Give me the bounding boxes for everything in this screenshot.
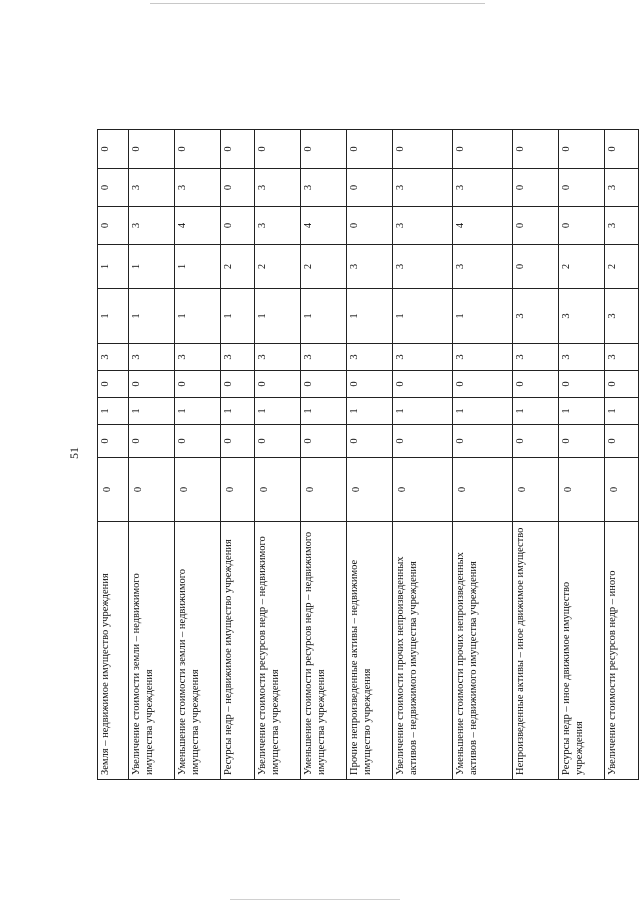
code-cell: 3 bbox=[559, 344, 605, 371]
code-cell: 2 bbox=[221, 245, 255, 289]
code-cell: 0 bbox=[347, 207, 393, 245]
page-number: 51 bbox=[67, 447, 81, 459]
code-cell: 0 bbox=[559, 458, 605, 522]
code-cell: 0 bbox=[559, 169, 605, 207]
code-cell: 3 bbox=[347, 344, 393, 371]
table-frame bbox=[97, 130, 620, 780]
code-cell: 0 bbox=[129, 425, 175, 458]
code-cell: 0 bbox=[255, 425, 301, 458]
table-row bbox=[129, 130, 175, 780]
table-row bbox=[175, 130, 221, 780]
row-label: Уменьшение стоимости земли – недвижимого имущества учреждения bbox=[175, 522, 221, 780]
scan-edge-bottom bbox=[230, 899, 400, 900]
code-cell: 4 bbox=[453, 207, 513, 245]
code-cell: 0 bbox=[301, 425, 347, 458]
code-cell: 3 bbox=[605, 344, 639, 371]
code-cell: 3 bbox=[453, 245, 513, 289]
code-cell: 0 bbox=[513, 207, 559, 245]
code-cell: 0 bbox=[605, 130, 639, 169]
row-label: Увеличение стоимости ресурсов недр – иного bbox=[605, 522, 639, 780]
code-cell: 3 bbox=[453, 344, 513, 371]
code-cell: 3 bbox=[255, 344, 301, 371]
row-label: Ресурсы недр – недвижимое имущество учреждения bbox=[221, 522, 255, 780]
code-cell: 3 bbox=[559, 289, 605, 344]
table-rotated-container bbox=[97, 130, 620, 780]
code-cell: 0 bbox=[513, 371, 559, 398]
code-cell: 0 bbox=[347, 458, 393, 522]
code-cell: 0 bbox=[347, 130, 393, 169]
code-cell: 0 bbox=[393, 425, 453, 458]
code-cell: 0 bbox=[513, 169, 559, 207]
code-cell: 0 bbox=[129, 458, 175, 522]
code-cell: 1 bbox=[605, 398, 639, 425]
row-label: Непроизведенные активы – иное движимое имущество bbox=[513, 522, 559, 780]
code-cell: 3 bbox=[175, 169, 221, 207]
code-cell: 0 bbox=[98, 371, 129, 398]
code-cell: 0 bbox=[453, 425, 513, 458]
row-label: Уменьшение стоимости прочих непроизведенных активов – недвижимого имущества учреждения bbox=[453, 522, 513, 780]
code-cell: 1 bbox=[175, 398, 221, 425]
code-cell: 0 bbox=[605, 371, 639, 398]
table-row bbox=[453, 130, 513, 780]
code-cell: 0 bbox=[301, 458, 347, 522]
code-cell: 3 bbox=[255, 169, 301, 207]
code-cell: 1 bbox=[347, 289, 393, 344]
code-cell: 1 bbox=[221, 398, 255, 425]
code-cell: 0 bbox=[605, 425, 639, 458]
row-label: Увеличение стоимости прочих непроизведенных активов – недвижимого имущества учреждения bbox=[393, 522, 453, 780]
code-cell: 1 bbox=[129, 398, 175, 425]
code-cell: 0 bbox=[129, 371, 175, 398]
code-cell: 3 bbox=[347, 245, 393, 289]
code-cell: 0 bbox=[175, 371, 221, 398]
code-cell: 0 bbox=[347, 371, 393, 398]
code-cell: 0 bbox=[513, 458, 559, 522]
code-cell: 0 bbox=[255, 458, 301, 522]
row-label: Ресурсы недр – иное движимое имущество учреждения bbox=[559, 522, 605, 780]
code-cell: 0 bbox=[513, 425, 559, 458]
code-cell: 3 bbox=[98, 344, 129, 371]
code-cell: 0 bbox=[453, 130, 513, 169]
scan-edge-top bbox=[150, 3, 485, 4]
code-cell: 0 bbox=[98, 169, 129, 207]
code-cell: 1 bbox=[129, 289, 175, 344]
account-codes-table bbox=[97, 129, 639, 780]
code-cell: 0 bbox=[221, 425, 255, 458]
table-row bbox=[221, 130, 255, 780]
code-cell: 1 bbox=[301, 289, 347, 344]
code-cell: 4 bbox=[301, 207, 347, 245]
code-cell: 0 bbox=[98, 425, 129, 458]
code-cell: 1 bbox=[129, 245, 175, 289]
code-cell: 0 bbox=[513, 245, 559, 289]
code-cell: 1 bbox=[559, 398, 605, 425]
code-cell: 4 bbox=[175, 207, 221, 245]
code-cell: 0 bbox=[98, 130, 129, 169]
code-cell: 0 bbox=[605, 458, 639, 522]
code-cell: 0 bbox=[559, 130, 605, 169]
code-cell: 3 bbox=[255, 207, 301, 245]
row-label: Увеличение стоимости земли – недвижимого имущества учреждения bbox=[129, 522, 175, 780]
code-cell: 0 bbox=[453, 458, 513, 522]
code-cell: 0 bbox=[513, 130, 559, 169]
code-cell: 0 bbox=[221, 371, 255, 398]
code-cell: 0 bbox=[347, 169, 393, 207]
code-cell: 0 bbox=[98, 458, 129, 522]
code-cell: 3 bbox=[221, 344, 255, 371]
table-row bbox=[513, 130, 559, 780]
code-cell: 1 bbox=[175, 289, 221, 344]
code-cell: 1 bbox=[393, 289, 453, 344]
code-cell: 1 bbox=[393, 398, 453, 425]
table-row bbox=[255, 130, 301, 780]
row-label: Прочие непроизведенные активы – недвижимое имущество учреждения bbox=[347, 522, 393, 780]
code-cell: 0 bbox=[175, 425, 221, 458]
code-cell: 3 bbox=[301, 169, 347, 207]
code-cell: 2 bbox=[605, 245, 639, 289]
table-row bbox=[347, 130, 393, 780]
code-cell: 2 bbox=[301, 245, 347, 289]
code-cell: 0 bbox=[559, 371, 605, 398]
code-cell: 0 bbox=[255, 130, 301, 169]
table-body bbox=[98, 130, 639, 780]
code-cell: 1 bbox=[255, 398, 301, 425]
code-cell: 0 bbox=[347, 425, 393, 458]
code-cell: 1 bbox=[255, 289, 301, 344]
code-cell: 3 bbox=[175, 344, 221, 371]
table-row bbox=[98, 130, 129, 780]
code-cell: 0 bbox=[559, 207, 605, 245]
code-cell: 1 bbox=[347, 398, 393, 425]
code-cell: 1 bbox=[98, 398, 129, 425]
code-cell: 1 bbox=[453, 398, 513, 425]
code-cell: 0 bbox=[221, 130, 255, 169]
code-cell: 3 bbox=[605, 169, 639, 207]
code-cell: 0 bbox=[129, 130, 175, 169]
code-cell: 1 bbox=[221, 289, 255, 344]
code-cell: 3 bbox=[513, 289, 559, 344]
code-cell: 3 bbox=[605, 289, 639, 344]
code-cell: 1 bbox=[301, 398, 347, 425]
code-cell: 3 bbox=[605, 207, 639, 245]
code-cell: 0 bbox=[453, 371, 513, 398]
row-label: Уменьшение стоимости ресурсов недр – недвижимого имущества учреждения bbox=[301, 522, 347, 780]
table-row bbox=[393, 130, 453, 780]
code-cell: 1 bbox=[513, 398, 559, 425]
code-cell: 0 bbox=[393, 130, 453, 169]
table-row bbox=[605, 130, 639, 780]
code-cell: 3 bbox=[129, 169, 175, 207]
code-cell: 0 bbox=[221, 458, 255, 522]
code-cell: 3 bbox=[393, 207, 453, 245]
code-cell: 0 bbox=[221, 207, 255, 245]
code-cell: 1 bbox=[98, 289, 129, 344]
code-cell: 0 bbox=[221, 169, 255, 207]
code-cell: 3 bbox=[301, 344, 347, 371]
code-cell: 0 bbox=[301, 130, 347, 169]
code-cell: 0 bbox=[255, 371, 301, 398]
row-label: Земля – недвижимое имущество учреждения bbox=[98, 522, 129, 780]
code-cell: 0 bbox=[393, 458, 453, 522]
code-cell: 0 bbox=[393, 371, 453, 398]
code-cell: 3 bbox=[129, 207, 175, 245]
table-row bbox=[301, 130, 347, 780]
code-cell: 2 bbox=[255, 245, 301, 289]
code-cell: 3 bbox=[393, 344, 453, 371]
code-cell: 3 bbox=[393, 245, 453, 289]
code-cell: 3 bbox=[453, 169, 513, 207]
code-cell: 0 bbox=[98, 207, 129, 245]
code-cell: 0 bbox=[559, 425, 605, 458]
code-cell: 1 bbox=[98, 245, 129, 289]
code-cell: 0 bbox=[301, 371, 347, 398]
code-cell: 1 bbox=[175, 245, 221, 289]
code-cell: 1 bbox=[453, 289, 513, 344]
code-cell: 0 bbox=[175, 130, 221, 169]
code-cell: 0 bbox=[175, 458, 221, 522]
code-cell: 3 bbox=[513, 344, 559, 371]
table-row bbox=[559, 130, 605, 780]
code-cell: 2 bbox=[559, 245, 605, 289]
code-cell: 3 bbox=[129, 344, 175, 371]
code-cell: 3 bbox=[393, 169, 453, 207]
row-label: Увеличение стоимости ресурсов недр – недвижимого имущества учреждения bbox=[255, 522, 301, 780]
